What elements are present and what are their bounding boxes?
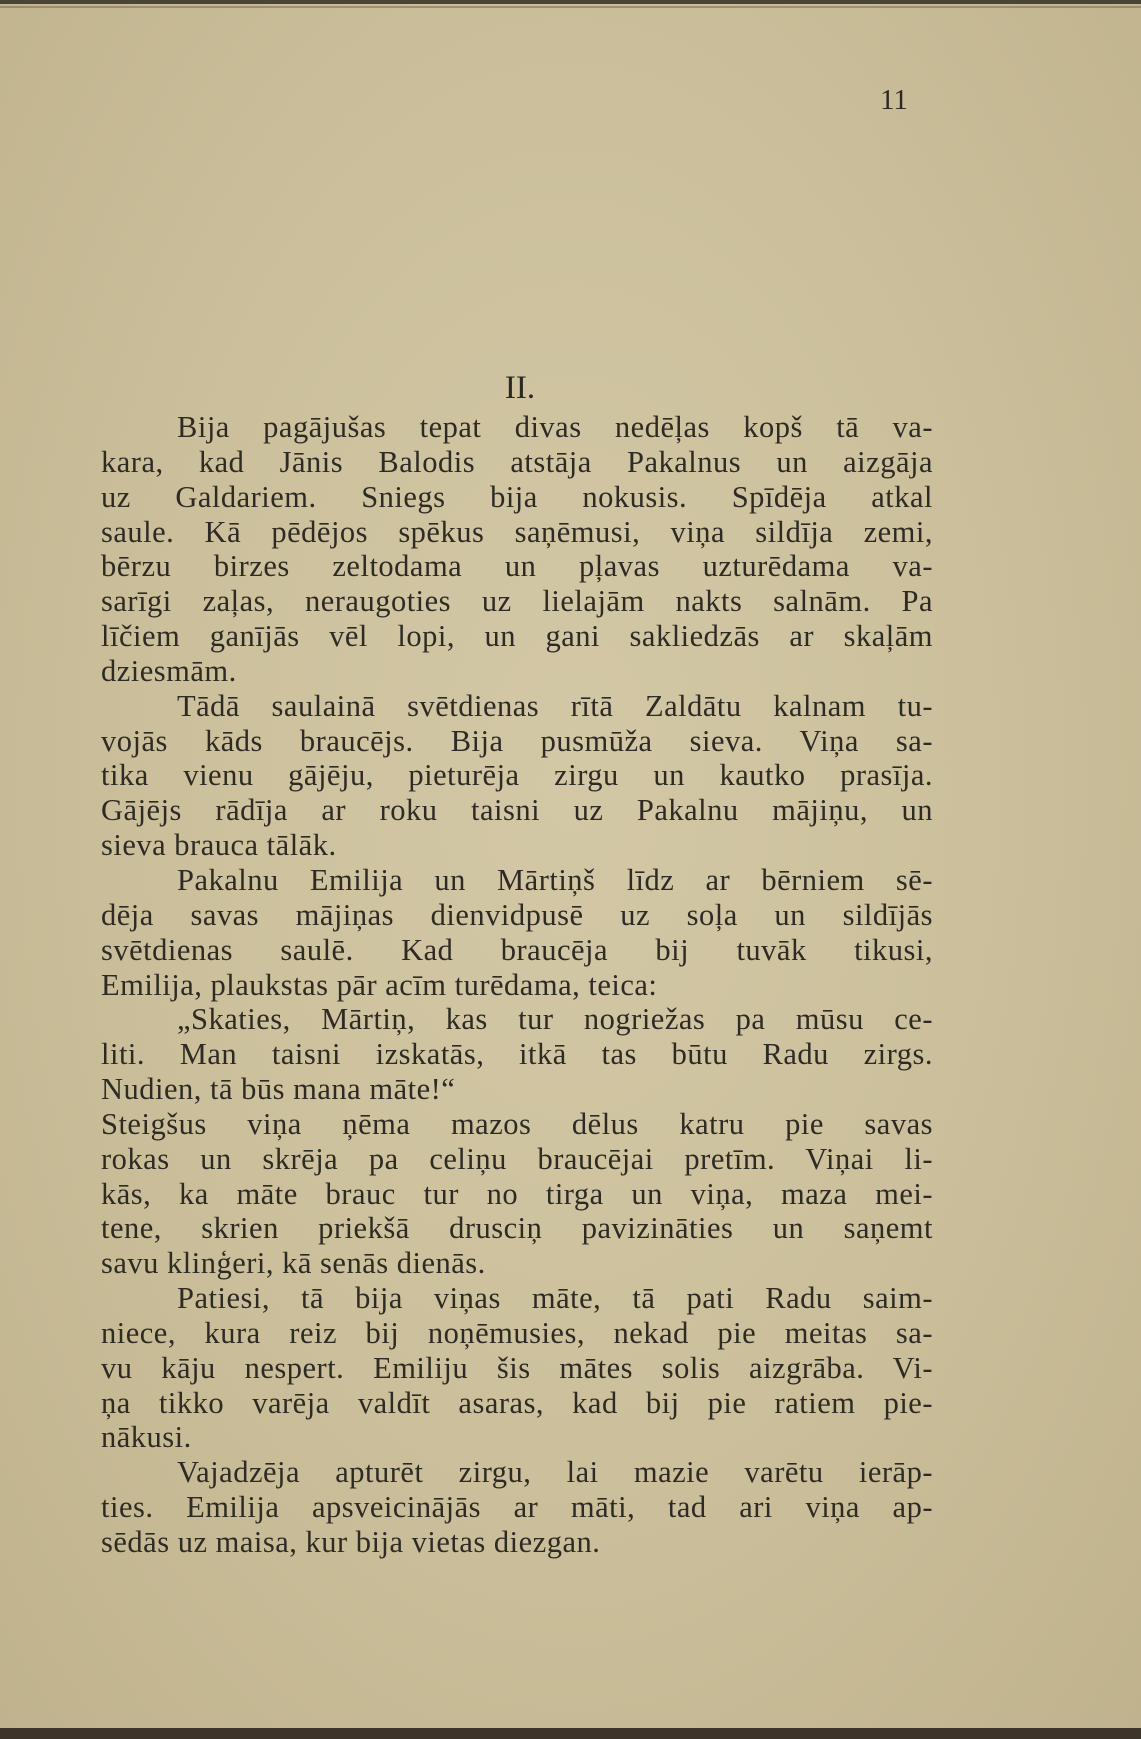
text-line: bērzu birzes zeltodama un pļavas uzturēdama va- bbox=[101, 549, 933, 584]
text-line: kās, ka māte brauc tur no tirga un viņa, maza mei- bbox=[101, 1176, 933, 1211]
text-line: vu kāju nespert. Emiliju šis mātes solis aizgrāba. Vi- bbox=[101, 1350, 933, 1385]
text-line: sēdās uz maisa, kur bija vietas diezgan. bbox=[101, 1525, 601, 1559]
text-line: sieva brauca tālāk. bbox=[101, 828, 337, 863]
chapter-body-text bbox=[101, 410, 933, 1560]
text-line: Pakalnu Emilija un Mārtiņš līdz ar bērniem sē- bbox=[177, 862, 933, 897]
page-bottom-edge bbox=[0, 1728, 1141, 1739]
text-line: uz Galdariem. Sniegs bija nokusis. Spīdēja atkal bbox=[101, 479, 933, 514]
text-line: Patiesi, tā bija viņas māte, tā pati Radu saim- bbox=[177, 1281, 933, 1316]
text-line: kara, kad Jānis Balodis atstāja Pakalnus un aizgāja bbox=[101, 444, 933, 479]
text-line: liti. Man taisni izskatās, itkā tas būtu Radu zirgs. bbox=[101, 1037, 933, 1072]
text-line: Bija pagājušas tepat divas nedēļas kopš tā va- bbox=[177, 410, 933, 444]
text-line: ņa tikko varēja valdīt asaras, kad bij pie ratiem pie- bbox=[101, 1385, 933, 1420]
text-line: saule. Kā pēdējos spēkus saņēmusi, viņa sildīja zemi, bbox=[101, 514, 933, 549]
text-line: līčiem ganījās vēl lopi, un gani sakliedzās ar skaļām bbox=[101, 619, 933, 654]
text-line: tika vienu gājēju, pieturēja zirgu un kautko prasīja. bbox=[101, 758, 933, 793]
text-line: Vajadzēja apturēt zirgu, lai mazie varētu ierāp- bbox=[177, 1455, 933, 1490]
text-line: ties. Emilija apsveicinājās ar māti, tad ari viņa ap- bbox=[101, 1490, 933, 1525]
page-number: 11 bbox=[880, 84, 908, 116]
text-line: svētdienas saulē. Kad braucēja bij tuvāk tikusi, bbox=[101, 932, 933, 967]
text-line: sarīgi zaļas, neraugoties uz lielajām nakts salnām. Pa bbox=[101, 584, 933, 619]
text-line: rokas un skrēja pa celiņu braucējai pretīm. Viņai li- bbox=[101, 1141, 933, 1176]
page-top-edge bbox=[0, 0, 1141, 4]
text-line: niece, kura reiz bij noņēmusies, nekad pie meitas sa- bbox=[101, 1315, 933, 1350]
text-line: Tādā saulainā svētdienas rītā Zaldātu kalnam tu- bbox=[177, 688, 933, 723]
text-line: Gājējs rādīja ar roku taisni uz Pakalnu mājiņu, un bbox=[101, 793, 933, 828]
text-line: dēja savas mājiņas dienvidpusē uz soļa un sildījās bbox=[101, 897, 933, 932]
text-line: tene, skrien priekšā drusciņ pavizināties un saņemt bbox=[101, 1211, 933, 1246]
page-top-rule bbox=[0, 6, 1141, 8]
text-line: nākusi. bbox=[101, 1420, 192, 1455]
text-line: Nudien, tā būs mana māte!“ bbox=[101, 1072, 456, 1107]
chapter-heading: II. bbox=[504, 370, 536, 406]
text-line: vojās kāds braucējs. Bija pusmūža sieva. Viņa sa- bbox=[101, 723, 933, 758]
text-line: Steigšus viņa ņēma mazos dēlus katru pie savas bbox=[101, 1106, 933, 1141]
text-line: Emilija, plaukstas pār acīm turēdama, teica: bbox=[101, 967, 658, 1002]
text-line: dziesmām. bbox=[101, 653, 237, 688]
text-line: savu klinģeri, kā senās dienās. bbox=[101, 1246, 486, 1281]
text-line: „Skaties, Mārtiņ, kas tur nogriežas pa mūsu ce- bbox=[177, 1002, 933, 1037]
